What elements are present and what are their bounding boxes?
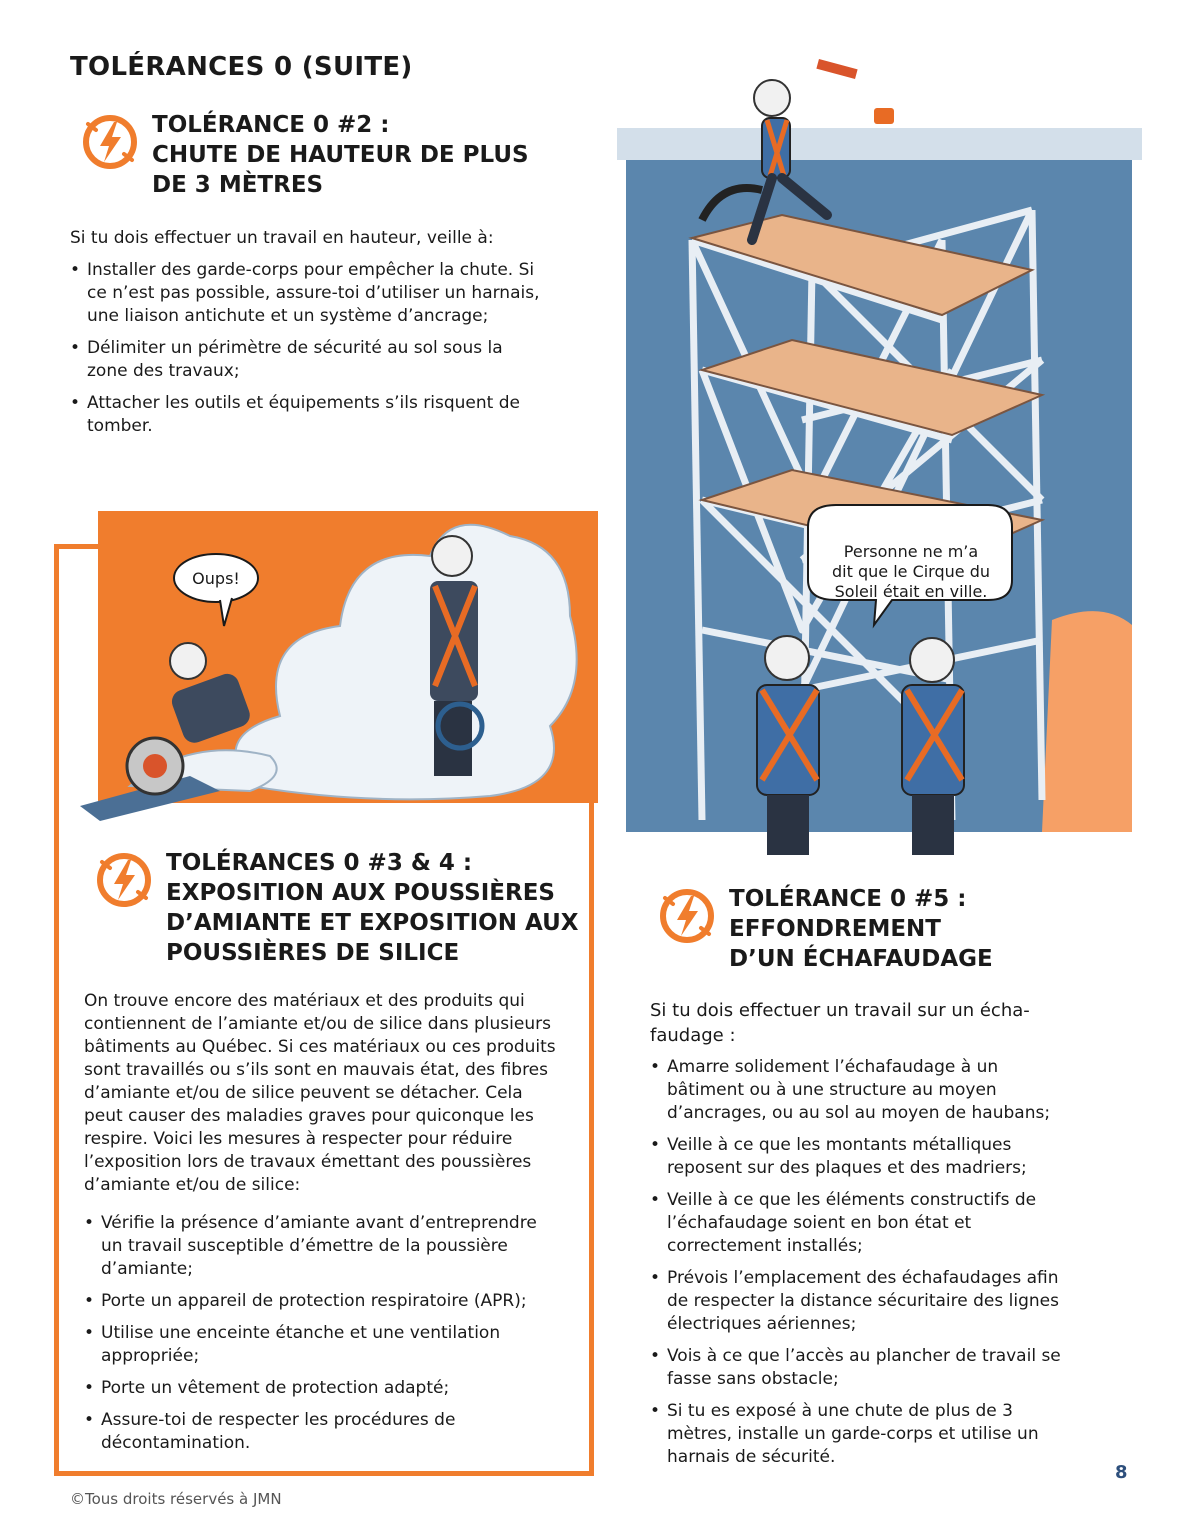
section-3-4-title: TOLÉRANCES 0 #3 & 4 : EXPOSITION AUX POUSSIÈRES D’AMIANTE ET EXPOSITION AUX POUSSIÈRES DE SILICE xyxy=(166,850,579,966)
speech-bubble-text: Oups! xyxy=(192,569,240,588)
list-item: • Assure-toi de respecter les procédures de décontamination. xyxy=(84,1409,562,1455)
list-item: • Vois à ce que l’accès au plancher de travail se fasse sans obstacle; xyxy=(650,1345,1075,1391)
page-title: TOLÉRANCES 0 (SUITE) xyxy=(70,52,413,82)
dust-illustration xyxy=(70,486,590,826)
lightning-bolt-icon xyxy=(655,884,719,948)
list-item: • Vérifie la présence d’amiante avant d’entreprendre un travail susceptible d’émettre de la poussière d’amiante; xyxy=(84,1212,562,1281)
list-item: • Porte un appareil de protection respiratoire (APR); xyxy=(84,1290,562,1313)
section-5-list xyxy=(650,1056,1075,1478)
section-5-intro: Si tu dois effectuer un travail sur un écha-faudage : xyxy=(650,1000,1030,1046)
scaffold-illustration xyxy=(612,40,1147,860)
lightning-bolt-icon xyxy=(92,848,156,912)
speech-bubble-text: Personne ne m’a xyxy=(843,542,979,561)
list-item: • Veille à ce que les éléments constructifs de l’échafaudage soient en bon état et correctement installés; xyxy=(650,1189,1075,1258)
section-3-4-list xyxy=(84,1212,562,1464)
lightning-bolt-icon xyxy=(78,110,142,174)
list-item: • Installer des garde-corps pour empêcher la chute. Si ce n’est pas possible, assure-toi d’utiliser un harnais, une liaison antichute et un système d’ancrage; xyxy=(70,259,540,328)
copyright-footer: ©Tous droits réservés à JMN xyxy=(70,1490,282,1508)
page-number: 8 xyxy=(1115,1462,1128,1483)
list-item: • Prévois l’emplacement des échafaudages afin de respecter la distance sécuritaire des lignes électriques aériennes; xyxy=(650,1267,1075,1336)
list-item: • Veille à ce que les montants métalliques reposent sur des plaques et des madriers; xyxy=(650,1134,1075,1180)
section-5-header xyxy=(655,884,993,974)
list-item: • Porte un vêtement de protection adapté; xyxy=(84,1377,562,1400)
list-item: • Utilise une enceinte étanche et une ventilation appropriée; xyxy=(84,1322,562,1368)
speech-bubble xyxy=(174,554,258,626)
list-item: • Amarre solidement l’échafaudage à un bâtiment ou à une structure au moyen d’ancrages, ou au sol au moyen de haubans; xyxy=(650,1056,1075,1125)
section-2-header xyxy=(78,110,529,200)
speech-bubble-text: Soleil était en ville. xyxy=(834,582,988,601)
section-2-title: TOLÉRANCE 0 #2 : CHUTE DE HAUTEUR DE PLUS DE 3 MÈTRES xyxy=(152,112,529,198)
speech-bubble-text: dit que le Cirque du xyxy=(832,562,990,581)
list-item: • Attacher les outils et équipements s’ils risquent de tomber. xyxy=(70,392,540,438)
section-5-title: TOLÉRANCE 0 #5 : EFFONDREMENT D’UN ÉCHAFAUDAGE xyxy=(729,886,993,972)
section-3-4-header xyxy=(92,848,578,968)
list-item: • Délimiter un périmètre de sécurité au sol sous la zone des travaux; xyxy=(70,337,540,383)
section-2-list xyxy=(70,259,540,447)
section-3-4-intro: On trouve encore des matériaux et des produits qui contiennent de l’amiante et/ou de silice dans plusieurs bâtiments au Québec. Si ces matériaux ou ces produits sont travaillés ou s’ils sont en mauvais état, des fibres d’amiante et/ou de silice peuvent se détacher. Cela peut causer des maladies graves pour quiconque les respire. Voici les mesures à respecter pour réduire l’exposition lors de travaux émettant des poussières d’amiante et/ou de silice: xyxy=(84,991,556,1195)
section-2-intro: Si tu dois effectuer un travail en hauteur, veille à: xyxy=(70,228,494,248)
list-item: • Si tu es exposé à une chute de plus de 3 mètres, installe un garde-corps et utilise un harnais de sécurité. xyxy=(650,1400,1075,1469)
